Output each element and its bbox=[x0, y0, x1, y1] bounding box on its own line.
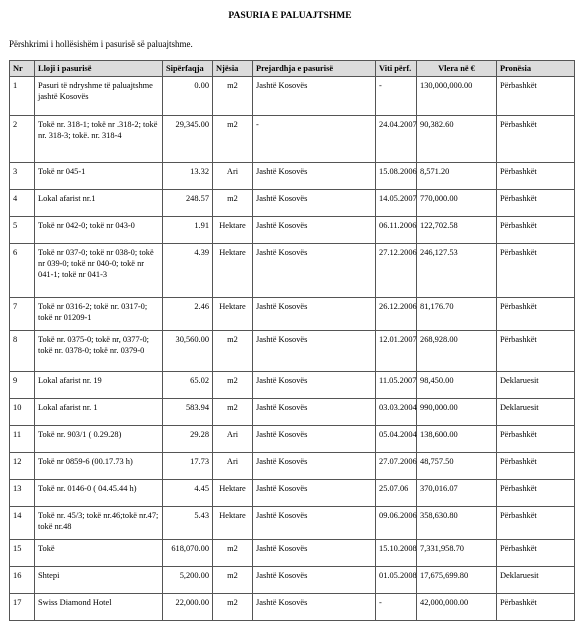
cell-unit: m2 bbox=[213, 540, 253, 567]
cell-year: 24.04.2007 bbox=[376, 116, 417, 163]
cell-year: 25.07.06 bbox=[376, 480, 417, 507]
assets-table bbox=[9, 60, 575, 621]
cell-value: 7,331,958.70 bbox=[417, 540, 497, 567]
table-row bbox=[10, 77, 575, 116]
cell-type: Lokal afarist nr. 1 bbox=[35, 399, 163, 426]
cell-unit: m2 bbox=[213, 116, 253, 163]
table-row bbox=[10, 567, 575, 594]
cell-value: 48,757.50 bbox=[417, 453, 497, 480]
cell-value: 122,702.58 bbox=[417, 217, 497, 244]
cell-type: Pasuri të ndryshme të paluajtshme jashtë Kosovës bbox=[35, 77, 163, 116]
cell-unit: m2 bbox=[213, 77, 253, 116]
cell-nr: 9 bbox=[10, 372, 35, 399]
cell-origin: Jashtë Kosovës bbox=[253, 163, 376, 190]
cell-ownership: Përbashkët bbox=[497, 331, 575, 372]
cell-area: 4.45 bbox=[163, 480, 213, 507]
cell-year: 14.05.2007 bbox=[376, 190, 417, 217]
cell-ownership: Deklaruesit bbox=[497, 399, 575, 426]
cell-type: Tokë nr 045-1 bbox=[35, 163, 163, 190]
cell-origin: Jashtë Kosovës bbox=[253, 426, 376, 453]
cell-type: Tokë nr. 0375-0; tokë nr, 0377-0; tokë nr. 0378-0; tokë nr. 0379-0 bbox=[35, 331, 163, 372]
cell-year: 15.10.2008 bbox=[376, 540, 417, 567]
table-row bbox=[10, 399, 575, 426]
cell-value: 8,571.20 bbox=[417, 163, 497, 190]
cell-year: 27.12.2006 bbox=[376, 244, 417, 298]
cell-value: 268,928.00 bbox=[417, 331, 497, 372]
cell-unit: Hektare bbox=[213, 244, 253, 298]
cell-area: 29,345.00 bbox=[163, 116, 213, 163]
cell-value: 246,127.53 bbox=[417, 244, 497, 298]
cell-area: 4.39 bbox=[163, 244, 213, 298]
cell-value: 17,675,699.80 bbox=[417, 567, 497, 594]
header-year: Viti përf. bbox=[376, 61, 417, 77]
cell-origin: Jashtë Kosovës bbox=[253, 244, 376, 298]
cell-value: 358,630.80 bbox=[417, 507, 497, 540]
cell-nr: 12 bbox=[10, 453, 35, 480]
cell-nr: 14 bbox=[10, 507, 35, 540]
cell-value: 42,000,000.00 bbox=[417, 594, 497, 621]
cell-year: - bbox=[376, 77, 417, 116]
cell-ownership: Përbashkët bbox=[497, 298, 575, 331]
cell-nr: 6 bbox=[10, 244, 35, 298]
cell-origin: - bbox=[253, 116, 376, 163]
cell-nr: 10 bbox=[10, 399, 35, 426]
cell-ownership: Përbashkët bbox=[497, 480, 575, 507]
table-row bbox=[10, 594, 575, 621]
table-header-row bbox=[10, 61, 575, 77]
header-value: Vlera në € bbox=[417, 61, 497, 77]
table-row bbox=[10, 244, 575, 298]
table-row bbox=[10, 507, 575, 540]
cell-ownership: Përbashkët bbox=[497, 217, 575, 244]
cell-origin: Jashtë Kosovës bbox=[253, 331, 376, 372]
cell-unit: Ari bbox=[213, 453, 253, 480]
cell-nr: 17 bbox=[10, 594, 35, 621]
cell-ownership: Përbashkët bbox=[497, 190, 575, 217]
cell-value: 770,000.00 bbox=[417, 190, 497, 217]
cell-type: Tokë nr. 903/1 ( 0.29.28) bbox=[35, 426, 163, 453]
cell-nr: 4 bbox=[10, 190, 35, 217]
cell-unit: Hektare bbox=[213, 480, 253, 507]
cell-area: 17.73 bbox=[163, 453, 213, 480]
cell-type: Tokë nr. 0146-0 ( 04.45.44 h) bbox=[35, 480, 163, 507]
cell-year: 05.04.2004 bbox=[376, 426, 417, 453]
cell-type: Tokë nr 037-0; tokë nr 038-0; tokë nr 039-0; tokë nr 040-0; tokë nr 041-1; tokë nr 041-3 bbox=[35, 244, 163, 298]
cell-area: 5,200.00 bbox=[163, 567, 213, 594]
cell-unit: m2 bbox=[213, 190, 253, 217]
cell-origin: Jashtë Kosovës bbox=[253, 77, 376, 116]
cell-ownership: Përbashkët bbox=[497, 540, 575, 567]
cell-nr: 5 bbox=[10, 217, 35, 244]
cell-ownership: Përbashkët bbox=[497, 426, 575, 453]
cell-nr: 1 bbox=[10, 77, 35, 116]
table-row bbox=[10, 331, 575, 372]
table-row bbox=[10, 540, 575, 567]
header-nr: Nr bbox=[10, 61, 35, 77]
cell-value: 90,382.60 bbox=[417, 116, 497, 163]
cell-nr: 8 bbox=[10, 331, 35, 372]
cell-origin: Jashtë Kosovës bbox=[253, 217, 376, 244]
cell-value: 990,000.00 bbox=[417, 399, 497, 426]
cell-origin: Jashtë Kosovës bbox=[253, 298, 376, 331]
cell-unit: m2 bbox=[213, 567, 253, 594]
cell-origin: Jashtë Kosovës bbox=[253, 399, 376, 426]
cell-year: 11.05.2007 bbox=[376, 372, 417, 399]
cell-ownership: Përbashkët bbox=[497, 116, 575, 163]
cell-ownership: Deklaruesit bbox=[497, 567, 575, 594]
cell-area: 2.46 bbox=[163, 298, 213, 331]
cell-area: 13.32 bbox=[163, 163, 213, 190]
cell-value: 81,176.70 bbox=[417, 298, 497, 331]
cell-ownership: Përbashkët bbox=[497, 77, 575, 116]
table-body bbox=[10, 77, 575, 621]
cell-type: Tokë nr 042-0; tokë nr 043-0 bbox=[35, 217, 163, 244]
header-unit: Njësia bbox=[213, 61, 253, 77]
cell-type: Tokë nr. 318-1; tokë nr .318-2; tokë nr. 318-3; tokë. nr. 318-4 bbox=[35, 116, 163, 163]
cell-type: Tokë nr. 45/3; tokë nr.46;tokë nr.47; tokë nr.48 bbox=[35, 507, 163, 540]
cell-type: Tokë bbox=[35, 540, 163, 567]
table-row bbox=[10, 372, 575, 399]
cell-area: 5.43 bbox=[163, 507, 213, 540]
cell-ownership: Deklaruesit bbox=[497, 372, 575, 399]
cell-nr: 13 bbox=[10, 480, 35, 507]
document-title: PASURIA E PALUAJTSHME bbox=[228, 11, 352, 21]
cell-nr: 7 bbox=[10, 298, 35, 331]
cell-unit: Hektare bbox=[213, 507, 253, 540]
cell-unit: Hektare bbox=[213, 217, 253, 244]
cell-nr: 16 bbox=[10, 567, 35, 594]
header-area: Sipërfaqja bbox=[163, 61, 213, 77]
header-type: Lloji i pasurisë bbox=[35, 61, 163, 77]
cell-nr: 11 bbox=[10, 426, 35, 453]
cell-nr: 2 bbox=[10, 116, 35, 163]
cell-origin: Jashtë Kosovës bbox=[253, 372, 376, 399]
cell-type: Lokal afarist nr.1 bbox=[35, 190, 163, 217]
cell-origin: Jashtë Kosovës bbox=[253, 190, 376, 217]
cell-origin: Jashtë Kosovës bbox=[253, 480, 376, 507]
cell-area: 0.00 bbox=[163, 77, 213, 116]
cell-type: Shtepi bbox=[35, 567, 163, 594]
cell-year: 26.12.2006 bbox=[376, 298, 417, 331]
table-row bbox=[10, 116, 575, 163]
cell-unit: Ari bbox=[213, 163, 253, 190]
cell-value: 138,600.00 bbox=[417, 426, 497, 453]
cell-type: Swiss Diamond Hotel bbox=[35, 594, 163, 621]
cell-nr: 15 bbox=[10, 540, 35, 567]
cell-origin: Jashtë Kosovës bbox=[253, 567, 376, 594]
header-ownership: Pronësia bbox=[497, 61, 575, 77]
cell-value: 130,000,000.00 bbox=[417, 77, 497, 116]
cell-origin: Jashtë Kosovës bbox=[253, 507, 376, 540]
cell-area: 618,070.00 bbox=[163, 540, 213, 567]
cell-value: 370,016.07 bbox=[417, 480, 497, 507]
cell-year: 01.05.2008 bbox=[376, 567, 417, 594]
cell-area: 248.57 bbox=[163, 190, 213, 217]
cell-area: 22,000.00 bbox=[163, 594, 213, 621]
cell-area: 30,560.00 bbox=[163, 331, 213, 372]
table-row bbox=[10, 453, 575, 480]
cell-origin: Jashtë Kosovës bbox=[253, 540, 376, 567]
cell-nr: 3 bbox=[10, 163, 35, 190]
cell-year: 12.01.2007 bbox=[376, 331, 417, 372]
cell-year: 09.06.2006 bbox=[376, 507, 417, 540]
cell-year: 06.11.2006 bbox=[376, 217, 417, 244]
cell-value: 98,450.00 bbox=[417, 372, 497, 399]
cell-year: 03.03.2004 bbox=[376, 399, 417, 426]
cell-type: Lokal afarist nr. 19 bbox=[35, 372, 163, 399]
cell-type: Tokë nr 0316-2; tokë nr. 0317-0; tokë nr 01209-1 bbox=[35, 298, 163, 331]
cell-area: 65.02 bbox=[163, 372, 213, 399]
cell-unit: m2 bbox=[213, 372, 253, 399]
cell-unit: Ari bbox=[213, 426, 253, 453]
table-row bbox=[10, 190, 575, 217]
cell-ownership: Përbashkët bbox=[497, 163, 575, 190]
cell-year: 27.07.2006 bbox=[376, 453, 417, 480]
table-row bbox=[10, 298, 575, 331]
cell-unit: m2 bbox=[213, 399, 253, 426]
cell-area: 583.94 bbox=[163, 399, 213, 426]
cell-ownership: Përbashkët bbox=[497, 594, 575, 621]
cell-origin: Jashtë Kosovës bbox=[253, 594, 376, 621]
cell-type: Tokë nr 0859-6 (00.17.73 h) bbox=[35, 453, 163, 480]
cell-year: - bbox=[376, 594, 417, 621]
cell-ownership: Përbashkët bbox=[497, 507, 575, 540]
table-row bbox=[10, 480, 575, 507]
cell-unit: m2 bbox=[213, 594, 253, 621]
table-row bbox=[10, 163, 575, 190]
cell-ownership: Përbashkët bbox=[497, 244, 575, 298]
cell-unit: Hektare bbox=[213, 298, 253, 331]
table-row bbox=[10, 426, 575, 453]
cell-area: 1.91 bbox=[163, 217, 213, 244]
cell-year: 15.08.2006 bbox=[376, 163, 417, 190]
cell-origin: Jashtë Kosovës bbox=[253, 453, 376, 480]
cell-area: 29.28 bbox=[163, 426, 213, 453]
cell-ownership: Përbashkët bbox=[497, 453, 575, 480]
cell-unit: m2 bbox=[213, 331, 253, 372]
table-row bbox=[10, 217, 575, 244]
header-origin: Prejardhja e pasurisë bbox=[253, 61, 376, 77]
document-description: Përshkrimi i hollësishëm i pasurisë së paluajtshme. bbox=[9, 39, 193, 49]
